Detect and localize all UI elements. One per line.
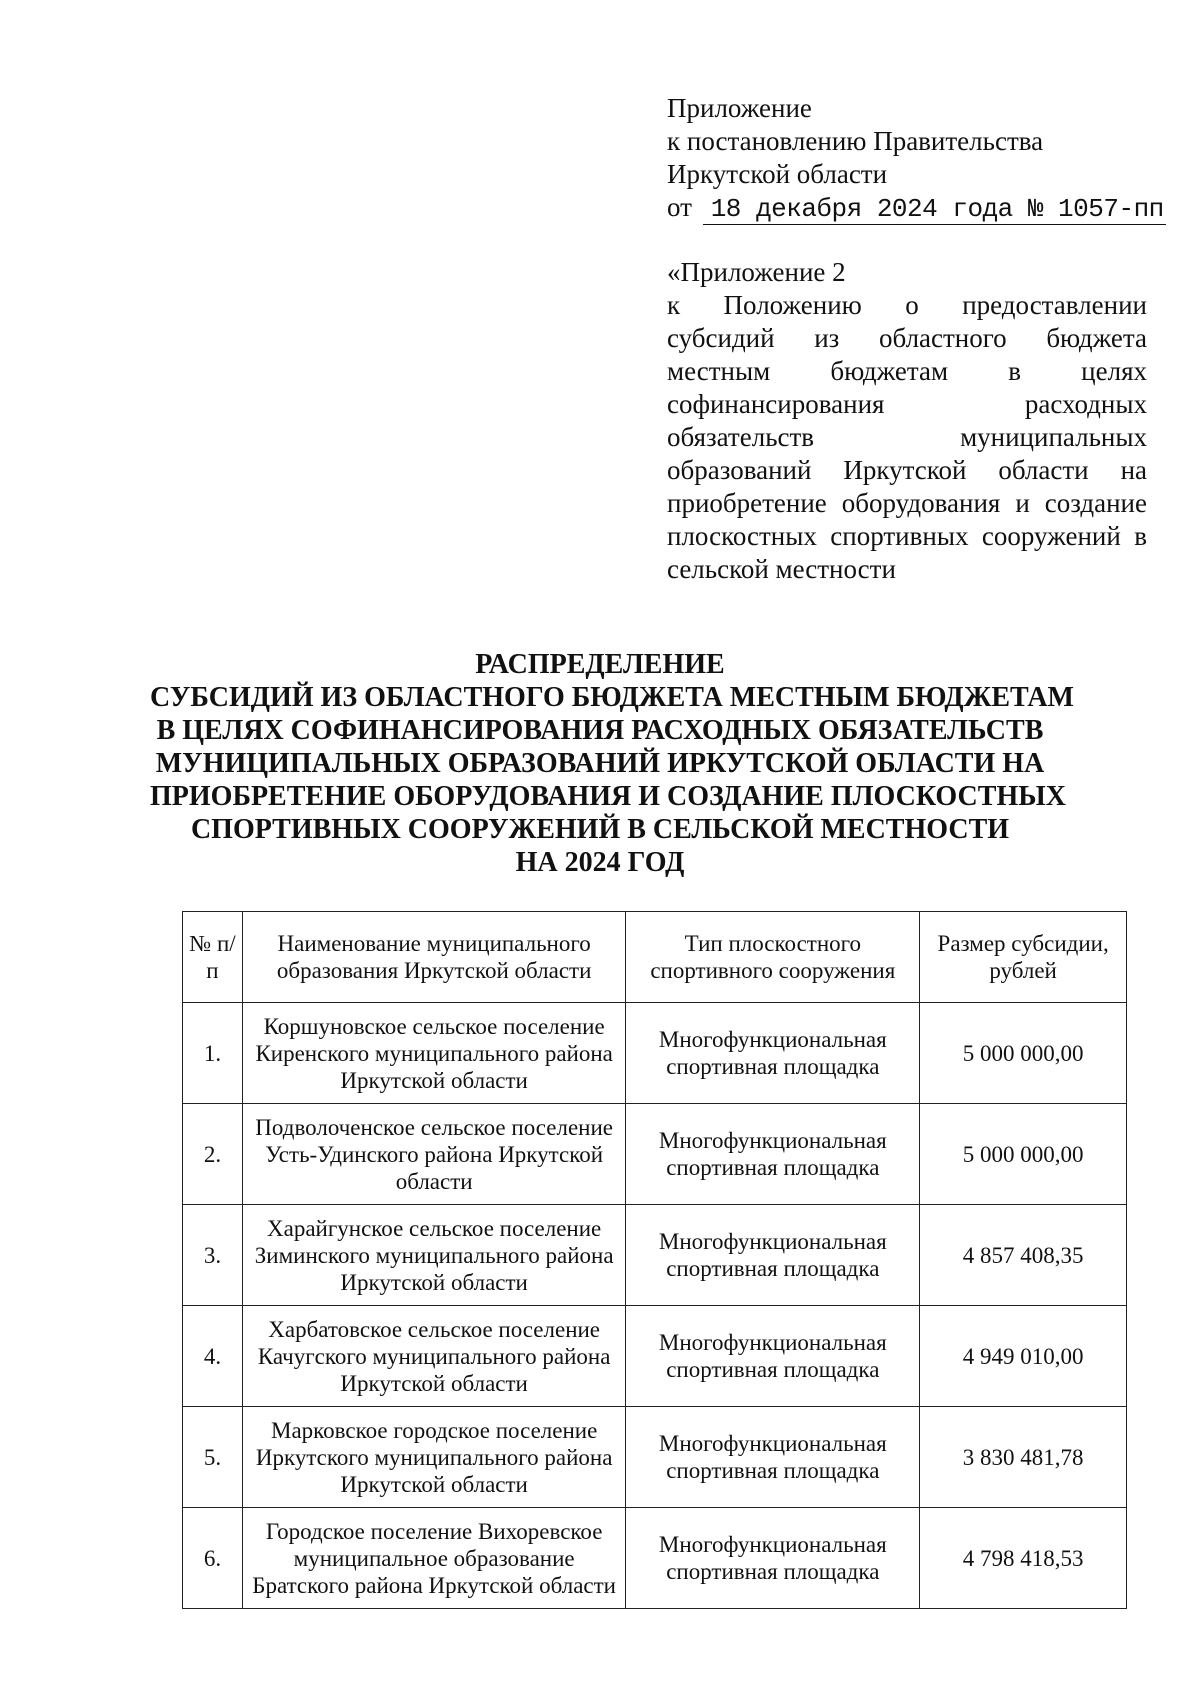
- heading-line: СУБСИДИЙ ИЗ ОБЛАСТНОГО БЮДЖЕТА МЕСТНЫМ БЮДЖЕТАМ: [150, 682, 1074, 713]
- row-name: Харайгунское сельское поселение Зиминского муниципального района Иркутской области: [242, 1205, 625, 1306]
- subsidies-table: [182, 911, 1127, 1609]
- row-type: Многофункциональная спортивная площадка: [626, 1003, 920, 1104]
- row-num: 2.: [183, 1104, 243, 1205]
- regulation-block: [667, 256, 1147, 586]
- row-name: Подволоченское сельское поселение Усть-Удинского района Иркутской области: [242, 1104, 625, 1205]
- approval-date-line: [667, 191, 1164, 224]
- appendix-title: Приложение: [667, 93, 812, 123]
- appendix-region: Иркутской области: [667, 159, 888, 189]
- row-amount: 4 949 010,00: [920, 1306, 1127, 1407]
- row-name: Марковское городское поселение Иркутского муниципального района Иркутской области: [242, 1407, 625, 1508]
- table-row: [183, 1003, 1127, 1104]
- header-amount: Размер субсидии, рублей: [920, 912, 1127, 1003]
- heading-line: НА 2024 ГОД: [515, 847, 685, 878]
- table-row: [183, 1306, 1127, 1407]
- table-row: [183, 1407, 1127, 1508]
- row-name: Харбатовское сельское поселение Качугского муниципального района Иркутской области: [242, 1306, 625, 1407]
- row-num: 3.: [183, 1205, 243, 1306]
- approval-date-prefix: от: [667, 192, 692, 222]
- row-type: Многофункциональная спортивная площадка: [626, 1306, 920, 1407]
- table-row: [183, 1205, 1127, 1306]
- row-amount: 3 830 481,78: [920, 1407, 1127, 1508]
- heading-line: СПОРТИВНЫХ СООРУЖЕНИЙ В СЕЛЬСКОЙ МЕСТНОСТИ: [190, 814, 1010, 845]
- row-type: Многофункциональная спортивная площадка: [626, 1104, 920, 1205]
- heading-line: ПРИОБРЕТЕНИЕ ОБОРУДОВАНИЯ И СОЗДАНИЕ ПЛОСКОСТНЫХ: [150, 781, 1066, 812]
- table-row: [183, 1508, 1127, 1609]
- row-type: Многофункциональная спортивная площадка: [626, 1407, 920, 1508]
- header-type: Тип плоскостного спортивного сооружения: [626, 912, 920, 1003]
- document-heading: [150, 648, 1074, 879]
- table-row: [183, 1104, 1127, 1205]
- header-num: № п/п: [183, 912, 243, 1003]
- table-header-row: [183, 912, 1127, 1003]
- approval-date-filled: 18 декабря 2024 года № 1057-пп: [703, 194, 1166, 225]
- row-type: Многофункциональная спортивная площадка: [626, 1205, 920, 1306]
- row-amount: 4 798 418,53: [920, 1508, 1127, 1609]
- heading-line: В ЦЕЛЯХ СОФИНАНСИРОВАНИЯ РАСХОДНЫХ ОБЯЗАТЕЛЬСТВ: [156, 715, 1044, 746]
- regulation-text: к Положению о предоставлении субсидий из областного бюджета местным бюджетам в целях софинансирования расходных обязательств муниципальных образований Иркутской области на приобретение оборудования и создание плоскостных спортивных сооружений в сельской местности: [667, 290, 1147, 584]
- regulation-title: «Приложение 2: [667, 257, 846, 287]
- row-type: Многофункциональная спортивная площадка: [626, 1508, 920, 1609]
- row-amount: 4 857 408,35: [920, 1205, 1127, 1306]
- row-num: 1.: [183, 1003, 243, 1104]
- row-num: 4.: [183, 1306, 243, 1407]
- row-num: 6.: [183, 1508, 243, 1609]
- row-amount: 5 000 000,00: [920, 1003, 1127, 1104]
- appendix-to-resolution: к постановлению Правительства: [667, 126, 1044, 156]
- heading-line: РАСПРЕДЕЛЕНИЕ: [475, 649, 725, 680]
- row-amount: 5 000 000,00: [920, 1104, 1127, 1205]
- row-name: Коршуновское сельское поселение Киренского муниципального района Иркутской области: [242, 1003, 625, 1104]
- header-name: Наименование муниципального образования Иркутской области: [242, 912, 625, 1003]
- row-num: 5.: [183, 1407, 243, 1508]
- heading-line: МУНИЦИПАЛЬНЫХ ОБРАЗОВАНИЙ ИРКУТСКОЙ ОБЛАСТИ НА: [155, 748, 1045, 779]
- appendix-block: [667, 92, 1164, 224]
- row-name: Городское поселение Вихоревское муниципальное образование Братского района Иркутской области: [242, 1508, 625, 1609]
